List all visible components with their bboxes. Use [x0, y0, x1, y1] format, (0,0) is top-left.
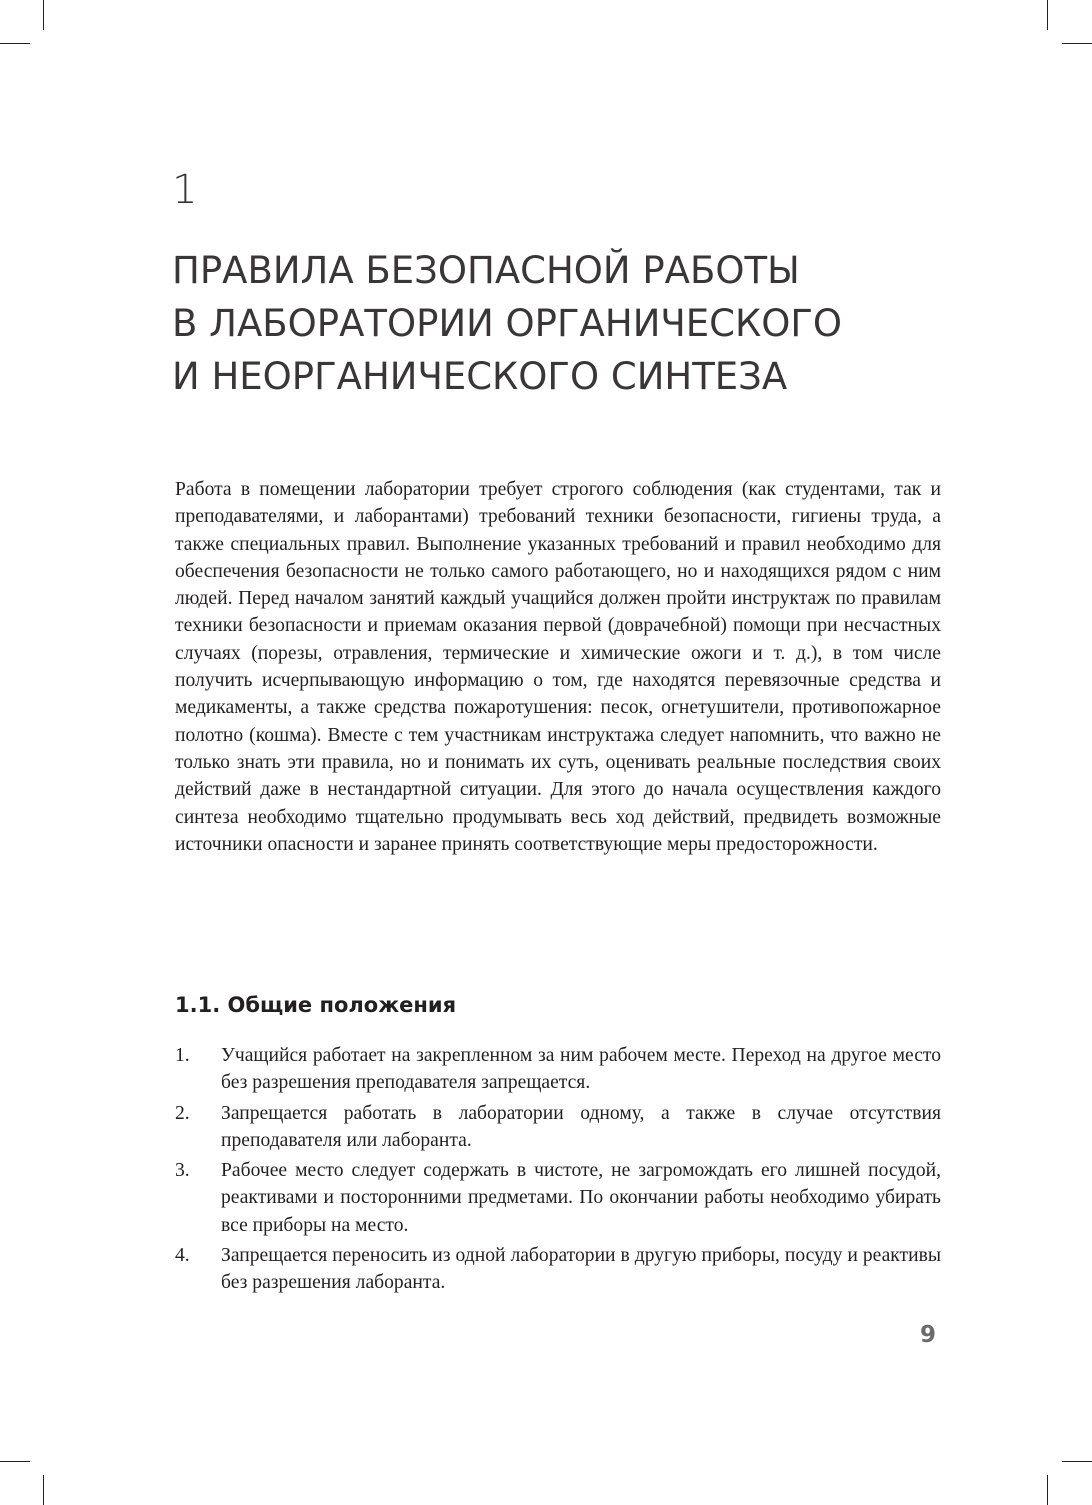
list-item-number: 1.	[175, 1045, 190, 1066]
chapter-title	[172, 244, 972, 403]
crop-mark-bottom-left-h	[0, 1461, 30, 1462]
list-item	[175, 1042, 941, 1097]
chapter-number: 1	[172, 167, 198, 213]
list-item-text: Рабочее место следует содержать в чистоте, не загромождать его лишней посудой, реактивами и посторонними предметами. По окончании работы необходимо убирать все приборы на место.	[221, 1160, 941, 1236]
chapter-title-line: В ЛАБОРАТОРИИ ОРГАНИЧЕСКОГО	[172, 302, 843, 345]
list-item	[175, 1157, 941, 1239]
list-item	[175, 1242, 941, 1297]
crop-mark-bottom-right-h	[1062, 1461, 1092, 1462]
list-item-number: 3.	[175, 1160, 190, 1182]
crop-mark-top-right-h	[1062, 43, 1092, 44]
list-item-number: 2.	[175, 1102, 190, 1124]
list-item-text: Учащийся работает на закрепленном за ним рабочем месте. Переход на другое место без разрешения преподавателя запрещается.	[221, 1045, 941, 1094]
list-item-number: 4.	[175, 1245, 190, 1267]
crop-mark-top-left-v	[43, 0, 44, 30]
crop-mark-top-left-h	[0, 43, 30, 44]
list-item-text: Запрещается переносить из одной лаборатории в другую приборы, посуду и реактивы без разрешения лаборанта.	[221, 1245, 941, 1294]
intro-paragraph: Работа в помещении лаборатории требует строгого соблюдения (как студентами, так и преподавателями, и лаборантами) требований техники безопасности, гигиены труда, а также специальных правил. Выполнение указанных требований и правил необходимо для обеспечения безопасности не только самого работающего, но и находящихся рядом с ним людей. Перед началом занятий каждый учащийся должен пройти инструктаж по правилам техники безопасности и приемам оказания первой (доврачебной) помощи при несчастных случаях (порезы, отравления, термические и химические ожоги и т. д.), в том числе получить исчерпывающую информацию о том, где находятся перевязочные средства и медикаменты, а также средства пожаротушения: песок, огнетушители, противопожарное полотно (кошма). Вместе с тем участникам инструктажа следует напомнить, что важно не только знать эти правила, но и понимать их суть, оценивать реальные последствия своих действий даже в нестандартной ситуации. Для этого до начала осуществления каждого синтеза необходимо тщательно продумывать весь ход действий, предвидеть возможные источники опасности и заранее принять соответствующие меры предосторожности.	[175, 479, 941, 855]
crop-mark-top-right-v	[1047, 0, 1048, 30]
crop-mark-bottom-left-v	[43, 1475, 44, 1505]
page-number: 9	[920, 1322, 937, 1348]
section-heading: 1.1. Общие положения	[175, 993, 457, 1017]
rules-list	[175, 1042, 941, 1300]
list-item	[175, 1100, 941, 1155]
chapter-title-line: И НЕОРГАНИЧЕСКОГО СИНТЕЗА	[172, 355, 788, 398]
list-item-text: Запрещается работать в лаборатории одному, а также в случае отсутствия преподавателя или лаборанта.	[221, 1102, 941, 1151]
chapter-title-line: ПРАВИЛА БЕЗОПАСНОЙ РАБОТЫ	[172, 249, 800, 292]
crop-mark-bottom-right-v	[1047, 1475, 1048, 1505]
